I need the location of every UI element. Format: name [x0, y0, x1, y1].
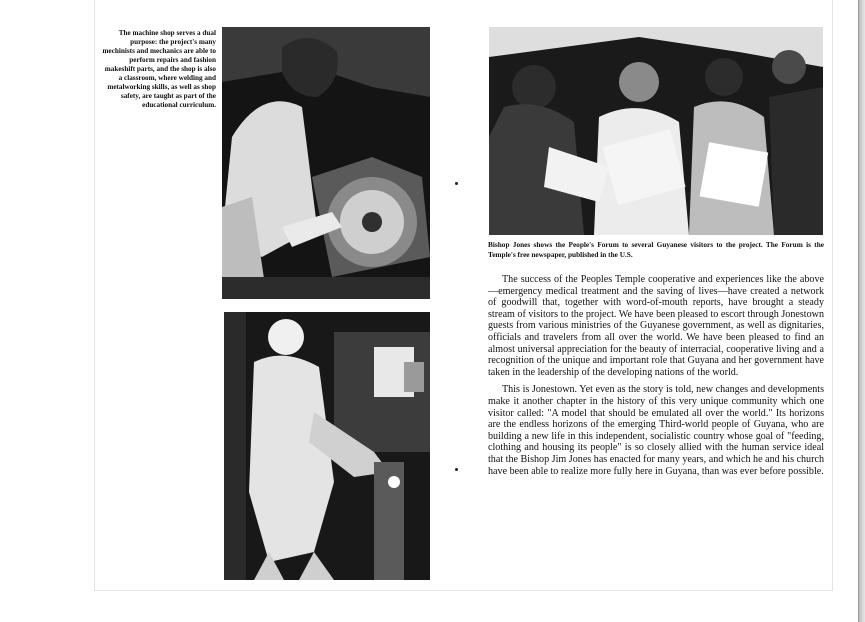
viewer-scrollbar-edge[interactable] [858, 0, 865, 622]
scan-speck [455, 182, 458, 185]
article-paragraph-2: This is Jonestown. Yet even as the story is told, new changes and developments make it another chapter in the history of this very unique community which one visitor called: "A model that should be emulated all over the world." Its horizons are the endless horizons of the emerging Third-world people of Guyana, who are building a new life in this independent, socialistic country whose goal of "feeding, clothing and housing its people" is so closely allied with the human service ideal that the Bishop Jim Jones has enacted for many years, and which he and his church have been able to realize more fully here in Guyana, than was ever before possible. [488, 384, 824, 477]
peoples-forum-illustration [489, 27, 823, 235]
welding-photo [224, 312, 430, 580]
peoples-forum-photo [489, 27, 823, 235]
article-body [488, 274, 824, 483]
machine-shop-illustration [222, 27, 430, 299]
welding-illustration [224, 312, 430, 580]
machine-shop-photo [222, 27, 430, 299]
forum-photo-caption: Bishop Jones shows the People's Forum to several Guyanese visitors to the project. The Forum is the Temple's free newspaper, published in the U.S. [488, 240, 824, 259]
article-paragraph-1: The success of the Peoples Temple cooperative and experiences like the above—emergency medical treatment and the saving of lives—have created a network of goodwill that, together with word-of-mouth reports, have brought a steady stream of visitors to the project. We have been pleased to escort through Jonestown guests from various ministries of the Guyanese government, as well as dignitaries, officials and travelers from all over the world. We have been pleased to find an almost universal appreciation for the beauty of interracial, cooperative living and a recognition of the unique and important role that Guyana and her government have taken in the leadership of the developing nations of the world. [488, 274, 824, 378]
document-page [95, 0, 832, 590]
scan-speck [455, 468, 458, 471]
machine-shop-caption: The machine shop serves a dual purpose: the project's many mechinists and mechanics are able to perform repairs and fashion makeshift parts, and the shop is also a classroom, where welding and metalworking skills, as well as shop safety, are taught as part of the educational curriculum. [102, 29, 216, 109]
